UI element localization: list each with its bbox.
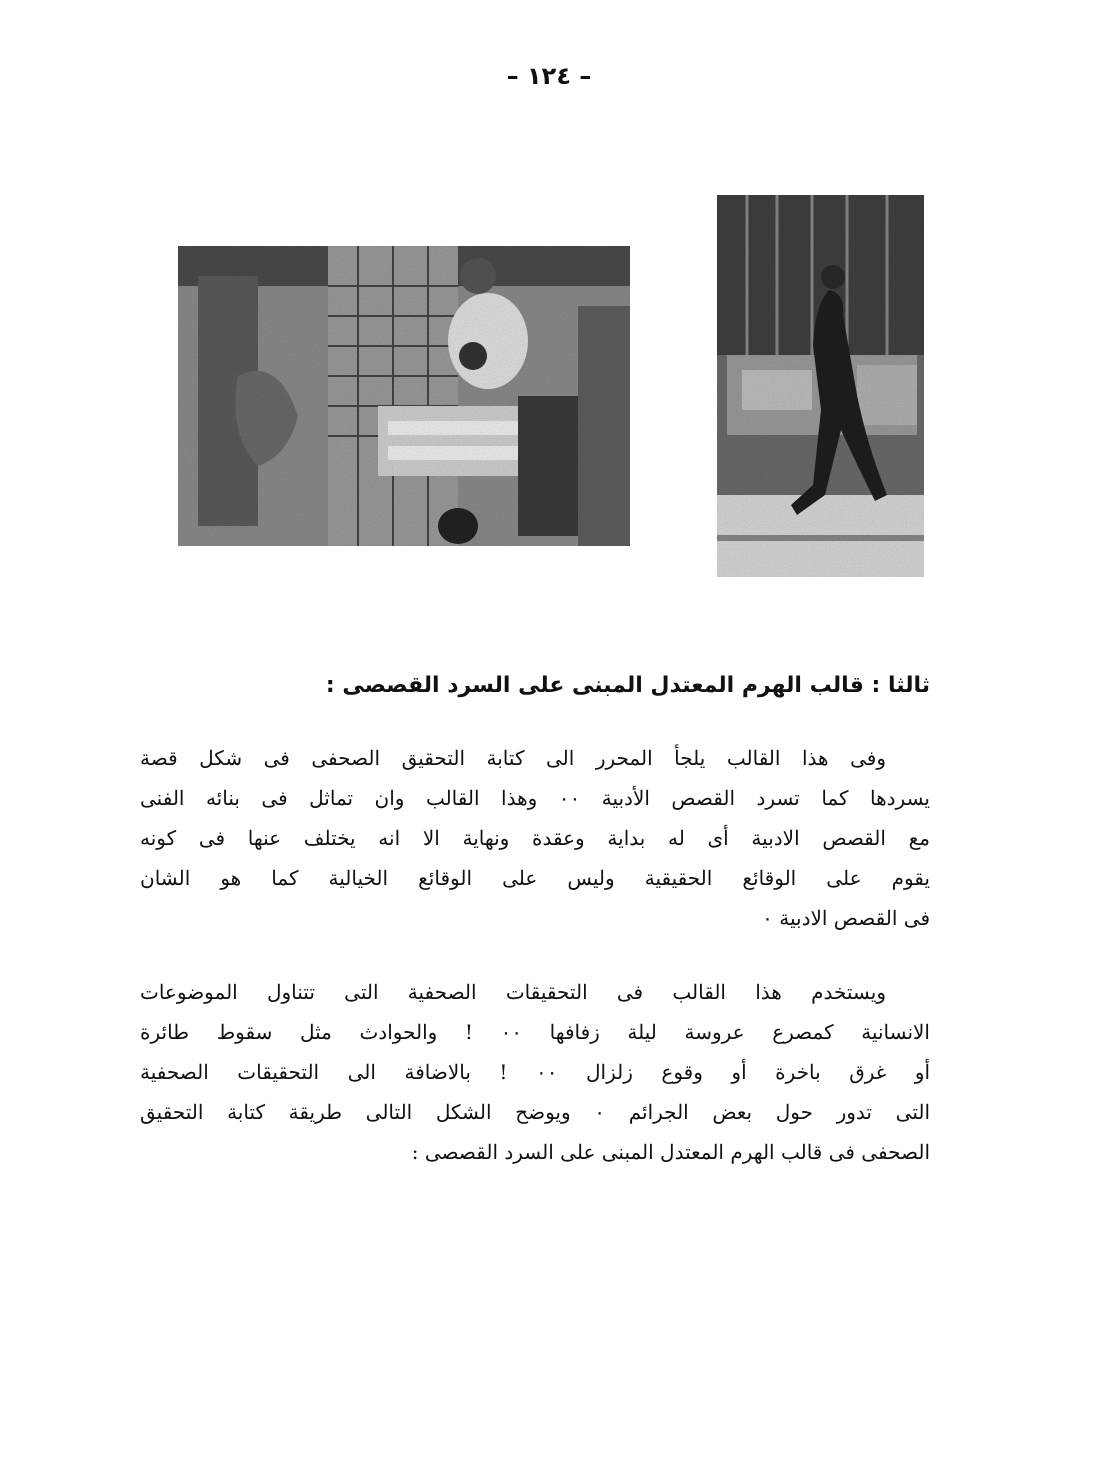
paragraph-line: مع القصص الادبية أى له بداية وعقدة ونهاية الا انه يختلف عنها فى كونه xyxy=(140,826,930,850)
photo-walking-man xyxy=(717,195,924,577)
paragraph-line: التى تدور حول بعض الجرائم ٠ ويوضح الشكل التالى طريقة كتابة التحقيق xyxy=(140,1100,930,1124)
paragraph-line: يقوم على الوقائع الحقيقية وليس على الوقائع الخيالية كما هو الشان xyxy=(140,866,930,890)
paragraph-line: الصحفى فى قالب الهرم المعتدل المبنى على السرد القصصى : xyxy=(411,1140,930,1164)
paragraph-1 xyxy=(140,738,930,938)
paragraph-line: ويستخدم هذا القالب فى التحقيقات الصحفية التى تتناول الموضوعات xyxy=(140,980,886,1004)
photo-street-vendor-image xyxy=(178,246,630,546)
page-number: – ١٢٤ – xyxy=(506,62,592,90)
photo-walking-man-image xyxy=(717,195,924,577)
paragraph-2 xyxy=(140,972,930,1172)
paragraph-line: وفى هذا القالب يلجأ المحرر الى كتابة التحقيق الصحفى فى شكل قصة xyxy=(140,746,886,770)
paragraph-line: أو غرق باخرة أو وقوع زلزال ٠٠ ! بالاضافة الى التحقيقات الصحفية xyxy=(140,1060,930,1084)
paragraph-line: فى القصص الادبية ٠ xyxy=(762,906,930,930)
photo-street-vendor xyxy=(178,246,630,546)
section-heading: ثالثا : قالب الهرم المعتدل المبنى على السرد القصصى : xyxy=(325,673,930,698)
paragraph-line: الانسانية كمصرع عروسة ليلة زفافها ٠٠ ! والحوادث مثل سقوط طائرة xyxy=(140,1020,930,1044)
paragraph-line: يسردها كما تسرد القصص الأدبية ٠٠ وهذا القالب وان تماثل فى بنائه الفنى xyxy=(140,786,930,810)
